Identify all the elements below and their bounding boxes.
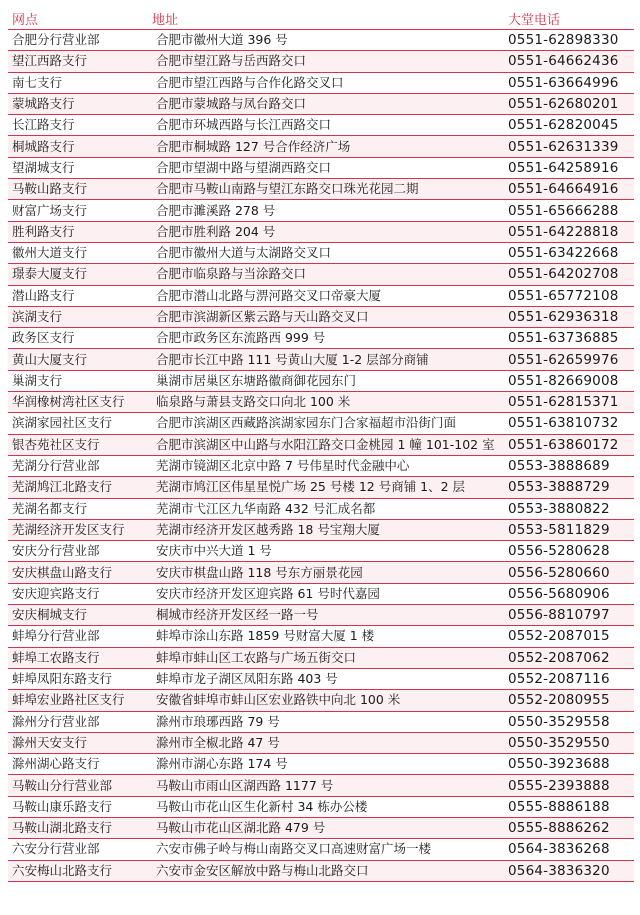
branch-address-cell: 合肥市望江路与岳西路交口 xyxy=(148,51,506,72)
branch-name-cell: 安庆桐城支行 xyxy=(8,605,148,626)
branch-phone-cell: 0551-64258916 xyxy=(506,157,634,178)
column-header-phone: 大堂电话 xyxy=(506,8,634,30)
branch-phone-cell: 0551-64664916 xyxy=(506,179,634,200)
branch-address-cell: 六安市佛子岭与梅山南路交叉口高速财富广场一楼 xyxy=(148,839,506,860)
branch-name-cell: 政务区支行 xyxy=(8,328,148,349)
branch-phone-cell: 0551-63422668 xyxy=(506,242,634,263)
branch-address-cell: 桐城市经济开发区经一路一号 xyxy=(148,605,506,626)
table-row xyxy=(8,817,634,838)
branch-phone-cell: 0551-62936318 xyxy=(506,306,634,327)
table-row xyxy=(8,690,634,711)
branch-name-cell: 蚌埠宏业路社区支行 xyxy=(8,690,148,711)
branch-phone-cell: 0551-82669008 xyxy=(506,370,634,391)
table-row xyxy=(8,242,634,263)
branch-name-cell: 六安分行营业部 xyxy=(8,839,148,860)
table-row xyxy=(8,179,634,200)
table-row xyxy=(8,860,634,881)
table-row xyxy=(8,732,634,753)
branch-phone-cell: 0552-2087015 xyxy=(506,626,634,647)
branch-phone-cell: 0551-65772108 xyxy=(506,285,634,306)
branch-name-cell: 安庆分行营业部 xyxy=(8,541,148,562)
branch-name-cell: 安庆棋盘山路支行 xyxy=(8,562,148,583)
table-row xyxy=(8,583,634,604)
branch-phone-cell: 0551-63736885 xyxy=(506,328,634,349)
branch-phone-cell: 0564-3836268 xyxy=(506,839,634,860)
branch-address-cell: 蚌埠市蚌山区工农路与广场五街交口 xyxy=(148,647,506,668)
branch-phone-cell: 0553-3880822 xyxy=(506,498,634,519)
branch-name-cell: 桐城路支行 xyxy=(8,136,148,157)
branch-address-cell: 安庆市经济开发区迎宾路 61 号时代嘉园 xyxy=(148,583,506,604)
branch-phone-cell: 0556-5280628 xyxy=(506,541,634,562)
table-row xyxy=(8,200,634,221)
branch-address-cell: 合肥市政务区东流路西 999 号 xyxy=(148,328,506,349)
table-row xyxy=(8,541,634,562)
branch-address-cell: 合肥市濉溪路 278 号 xyxy=(148,200,506,221)
branch-address-cell: 合肥市徽州大道与太湖路交叉口 xyxy=(148,242,506,263)
branch-phone-cell: 0551-62898330 xyxy=(506,30,634,51)
branch-phone-cell: 0553-3888729 xyxy=(506,477,634,498)
branch-address-cell: 合肥市望江西路与合作化路交叉口 xyxy=(148,72,506,93)
branch-name-cell: 安庆迎宾路支行 xyxy=(8,583,148,604)
branch-phone-cell: 0552-2087116 xyxy=(506,668,634,689)
header-row xyxy=(8,8,634,30)
branch-address-cell: 马鞍山市花山区湖北路 479 号 xyxy=(148,817,506,838)
table-row xyxy=(8,157,634,178)
branch-name-cell: 六安梅山北路支行 xyxy=(8,860,148,881)
table-row xyxy=(8,434,634,455)
branch-phone-cell: 0551-62631339 xyxy=(506,136,634,157)
branch-name-cell: 蚌埠分行营业部 xyxy=(8,626,148,647)
branch-address-cell: 合肥市潜山北路与淠河路交叉口帝豪大厦 xyxy=(148,285,506,306)
table-row xyxy=(8,72,634,93)
table-body xyxy=(8,30,634,882)
branch-name-cell: 胜利路支行 xyxy=(8,221,148,242)
table-row xyxy=(8,477,634,498)
branch-name-cell: 合肥分行营业部 xyxy=(8,30,148,51)
table-row xyxy=(8,839,634,860)
column-header-name: 网点 xyxy=(8,8,148,30)
branch-address-cell: 蚌埠市龙子湖区凤阳东路 403 号 xyxy=(148,668,506,689)
table-row xyxy=(8,647,634,668)
branch-name-cell: 滁州分行营业部 xyxy=(8,711,148,732)
branch-name-cell: 华润橡树湾社区支行 xyxy=(8,392,148,413)
branch-address-cell: 六安市金安区解放中路与梅山北路交口 xyxy=(148,860,506,881)
branch-address-cell: 滁州市琅琊西路 79 号 xyxy=(148,711,506,732)
branch-address-cell: 滁州市湖心东路 174 号 xyxy=(148,754,506,775)
branch-address-cell: 合肥市临泉路与当涂路交口 xyxy=(148,264,506,285)
branch-phone-cell: 0551-63810732 xyxy=(506,413,634,434)
branch-name-cell: 黄山大厦支行 xyxy=(8,349,148,370)
branch-address-cell: 合肥市胜利路 204 号 xyxy=(148,221,506,242)
branch-phone-cell: 0555-2393888 xyxy=(506,775,634,796)
table-row xyxy=(8,221,634,242)
branch-phone-cell: 0553-5811829 xyxy=(506,519,634,540)
branch-address-cell: 芜湖市镜湖区北京中路 7 号伟星时代金融中心 xyxy=(148,455,506,476)
branch-name-cell: 马鞍山分行营业部 xyxy=(8,775,148,796)
branch-address-cell: 合肥市长江中路 111 号黄山大厦 1-2 层部分商铺 xyxy=(148,349,506,370)
branch-name-cell: 芜湖经济开发区支行 xyxy=(8,519,148,540)
branch-phone-cell: 0551-62659976 xyxy=(506,349,634,370)
branch-name-cell: 蒙城路支行 xyxy=(8,93,148,114)
branch-name-cell: 财富广场支行 xyxy=(8,200,148,221)
branch-name-cell: 蚌埠凤阳东路支行 xyxy=(8,668,148,689)
table-row xyxy=(8,796,634,817)
branch-name-cell: 滁州天安支行 xyxy=(8,732,148,753)
branch-name-cell: 滨湖家园社区支行 xyxy=(8,413,148,434)
branch-phone-cell: 0555-8886262 xyxy=(506,817,634,838)
branch-address-cell: 合肥市徽州大道 396 号 xyxy=(148,30,506,51)
branch-address-cell: 合肥市蒙城路与凤台路交口 xyxy=(148,93,506,114)
table-header xyxy=(8,8,634,30)
branch-name-cell: 马鞍山湖北路支行 xyxy=(8,817,148,838)
branch-address-cell: 滁州市全椒北路 47 号 xyxy=(148,732,506,753)
branch-phone-cell: 0551-64228818 xyxy=(506,221,634,242)
branch-address-cell: 合肥市滨湖新区紫云路与天山路交叉口 xyxy=(148,306,506,327)
branch-address-cell: 巢湖市居巢区东塘路徽商御花园东门 xyxy=(148,370,506,391)
branch-name-cell: 蚌埠工农路支行 xyxy=(8,647,148,668)
branch-address-cell: 蚌埠市涂山东路 1859 号财富大厦 1 楼 xyxy=(148,626,506,647)
table-row xyxy=(8,668,634,689)
branch-address-cell: 芜湖市鸠江区伟星星悦广场 25 号楼 12 号商铺 1、2 层 xyxy=(148,477,506,498)
table-row xyxy=(8,626,634,647)
branch-phone-cell: 0552-2087062 xyxy=(506,647,634,668)
branch-name-cell: 银杏苑社区支行 xyxy=(8,434,148,455)
table-row xyxy=(8,370,634,391)
table-row xyxy=(8,51,634,72)
table-row xyxy=(8,115,634,136)
table-row xyxy=(8,562,634,583)
branch-name-cell: 滨湖支行 xyxy=(8,306,148,327)
branch-phone-cell: 0551-62680201 xyxy=(506,93,634,114)
branch-name-cell: 马鞍山康乐路支行 xyxy=(8,796,148,817)
table-row xyxy=(8,413,634,434)
branch-name-cell: 巢湖支行 xyxy=(8,370,148,391)
table-row xyxy=(8,519,634,540)
branch-phone-cell: 0551-62820045 xyxy=(506,115,634,136)
branch-address-cell: 芜湖市经济开发区越秀路 18 号宝翔大厦 xyxy=(148,519,506,540)
table-row xyxy=(8,328,634,349)
branch-name-cell: 望湖城支行 xyxy=(8,157,148,178)
branch-name-cell: 南七支行 xyxy=(8,72,148,93)
branch-address-cell: 安徽省蚌埠市蚌山区宏业路铁中向北 100 米 xyxy=(148,690,506,711)
branch-address-cell: 合肥市滨湖区中山路与水阳江路交口金桃园 1 幢 101-102 室 xyxy=(148,434,506,455)
branch-address-cell: 合肥市环城西路与长江西路交口 xyxy=(148,115,506,136)
table-row xyxy=(8,264,634,285)
table-row xyxy=(8,93,634,114)
branch-address-cell: 芜湖市弋江区九华南路 432 号汇成名都 xyxy=(148,498,506,519)
branch-name-cell: 徽州大道支行 xyxy=(8,242,148,263)
branch-address-cell: 马鞍山市花山区生化新村 34 栋办公楼 xyxy=(148,796,506,817)
table-row xyxy=(8,285,634,306)
branch-phone-cell: 0551-63664996 xyxy=(506,72,634,93)
table-row xyxy=(8,392,634,413)
table-row xyxy=(8,306,634,327)
table-row xyxy=(8,30,634,51)
branch-phone-cell: 0556-5680906 xyxy=(506,583,634,604)
branch-phone-cell: 0550-3529550 xyxy=(506,732,634,753)
branch-phone-cell: 0551-63860172 xyxy=(506,434,634,455)
branch-phone-cell: 0551-65666288 xyxy=(506,200,634,221)
branch-name-cell: 望江西路支行 xyxy=(8,51,148,72)
branch-phone-cell: 0553-3888689 xyxy=(506,455,634,476)
branch-name-cell: 长江路支行 xyxy=(8,115,148,136)
branch-address-cell: 安庆市棋盘山路 118 号东方丽景花园 xyxy=(148,562,506,583)
table-row xyxy=(8,455,634,476)
branch-name-cell: 芜湖分行营业部 xyxy=(8,455,148,476)
branch-name-cell: 芜湖鸠江北路支行 xyxy=(8,477,148,498)
branch-phone-cell: 0555-8886188 xyxy=(506,796,634,817)
branch-phone-cell: 0550-3529558 xyxy=(506,711,634,732)
table-row xyxy=(8,711,634,732)
branch-phone-cell: 0551-64662436 xyxy=(506,51,634,72)
table-row xyxy=(8,775,634,796)
branch-name-cell: 潜山路支行 xyxy=(8,285,148,306)
branch-address-cell: 合肥市望湖中路与望湖西路交口 xyxy=(148,157,506,178)
table-row xyxy=(8,605,634,626)
branch-phone-cell: 0552-2080955 xyxy=(506,690,634,711)
table-row xyxy=(8,136,634,157)
column-header-address: 地址 xyxy=(148,8,506,30)
branch-address-cell: 合肥市马鞍山南路与望江东路交口珠光花园二期 xyxy=(148,179,506,200)
branch-address-cell: 合肥市桐城路 127 号合作经济广场 xyxy=(148,136,506,157)
branch-phone-cell: 0550-3923688 xyxy=(506,754,634,775)
table-row xyxy=(8,349,634,370)
table-row xyxy=(8,498,634,519)
branch-address-cell: 临泉路与萧县支路交口向北 100 米 xyxy=(148,392,506,413)
branch-phone-cell: 0556-8810797 xyxy=(506,605,634,626)
branch-table xyxy=(8,8,634,882)
table-row xyxy=(8,754,634,775)
branch-phone-cell: 0551-62815371 xyxy=(506,392,634,413)
branch-name-cell: 璟泰大厦支行 xyxy=(8,264,148,285)
branch-phone-cell: 0564-3836320 xyxy=(506,860,634,881)
branch-address-cell: 合肥市滨湖区西藏路滨湖家园东门合家福超市沿街门面 xyxy=(148,413,506,434)
branch-name-cell: 滁州湖心路支行 xyxy=(8,754,148,775)
branch-address-cell: 安庆市中兴大道 1 号 xyxy=(148,541,506,562)
branch-table-container xyxy=(8,8,634,882)
branch-phone-cell: 0551-64202708 xyxy=(506,264,634,285)
branch-phone-cell: 0556-5280660 xyxy=(506,562,634,583)
branch-address-cell: 马鞍山市雨山区湖西路 1177 号 xyxy=(148,775,506,796)
branch-name-cell: 马鞍山路支行 xyxy=(8,179,148,200)
branch-name-cell: 芜湖名都支行 xyxy=(8,498,148,519)
